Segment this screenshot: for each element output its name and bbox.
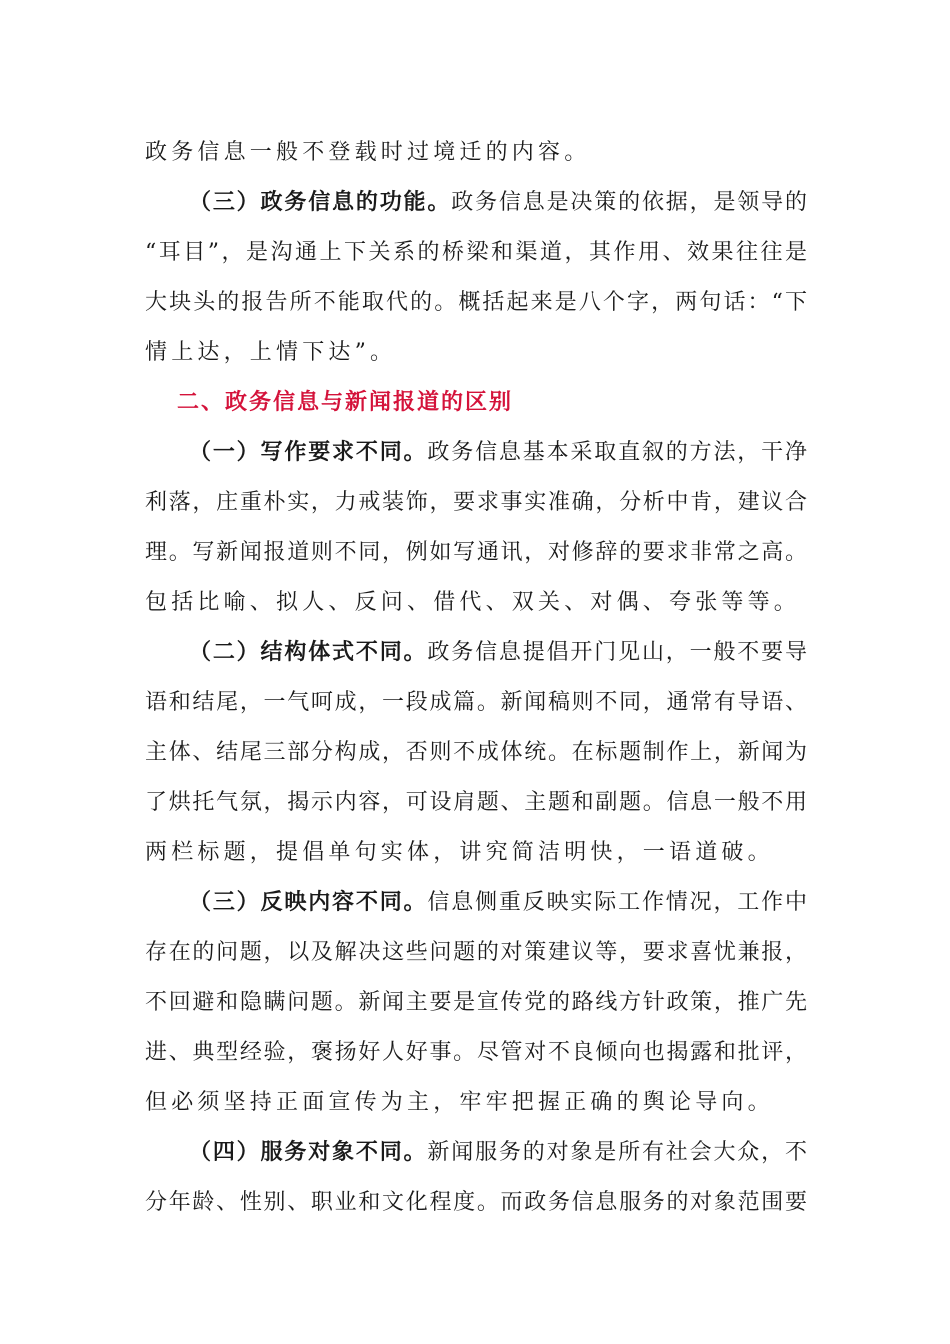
document-page [145,128,807,1228]
paragraph-first-line [145,1128,807,1178]
paragraph-text: 新闻服务的对象是所有社会大众，不 [427,1140,807,1165]
paragraph-line: 大块头的报告所不能取代的。概括起来是八个字，两句话：“下 [145,290,807,315]
paragraph-line: 政务信息一般不登载时过境迁的内容。 [145,140,591,165]
paragraph-text: 政务信息提倡开门见山，一般不要导 [427,640,807,665]
paragraph-first-line [145,178,807,228]
section-heading: 二、政务信息与新闻报道的区别 [177,390,514,415]
paragraph-line: 但必须坚持正面宣传为主，牢牢把握正确的舆论导向。 [145,1090,774,1115]
paragraph-lead: （三）反映内容不同。 [189,890,428,915]
paragraph-lead: （三）政务信息的功能。 [189,190,452,215]
paragraph-lead: （四）服务对象不同。 [189,1140,428,1165]
paragraph-line: 理。写新闻报道则不同，例如写通讯，对修辞的要求非常之高。 [145,540,807,565]
paragraph-first-line [145,428,807,478]
paragraph-line: “耳目”，是沟通上下关系的桥梁和渠道，其作用、效果往往是 [145,240,807,265]
paragraph-text: 政务信息是决策的依据，是领导的 [451,190,807,215]
paragraph-text: 政务信息基本采取直叙的方法，干净 [427,440,807,465]
paragraph-line: 主体、结尾三部分构成，否则不成体统。在标题制作上，新闻为 [145,740,807,765]
paragraph-line: 语和结尾，一气呵成，一段成篇。新闻稿则不同，通常有导语、 [145,690,807,715]
paragraph-line: 情上达，上情下达”。 [145,340,397,365]
paragraph-first-line [145,878,807,928]
paragraph-line: 存在的问题，以及解决这些问题的对策建议等，要求喜忧兼报， [145,940,807,965]
paragraph-line: 包括比喻、拟人、反问、借代、双关、对偶、夸张等等。 [145,590,801,615]
paragraph-lead: （一）写作要求不同。 [189,440,428,465]
paragraph-line: 进、典型经验，褒扬好人好事。尽管对不良倾向也揭露和批评， [145,1040,807,1065]
paragraph-line: 了烘托气氛，揭示内容，可设肩题、主题和副题。信息一般不用 [145,790,807,815]
paragraph-line: 利落，庄重朴实，力戒装饰，要求事实准确，分析中肯，建议合 [145,490,807,515]
paragraph-line: 不回避和隐瞒问题。新闻主要是宣传党的路线方针政策，推广先 [145,990,807,1015]
paragraph-lead: （二）结构体式不同。 [189,640,428,665]
paragraph-line: 两栏标题，提倡单句实体，讲究简洁明快，一语道破。 [145,840,774,865]
paragraph-first-line [145,628,807,678]
paragraph-text: 信息侧重反映实际工作情况，工作中 [427,890,807,915]
paragraph-line: 分年龄、性别、职业和文化程度。而政务信息服务的对象范围要 [145,1190,807,1215]
